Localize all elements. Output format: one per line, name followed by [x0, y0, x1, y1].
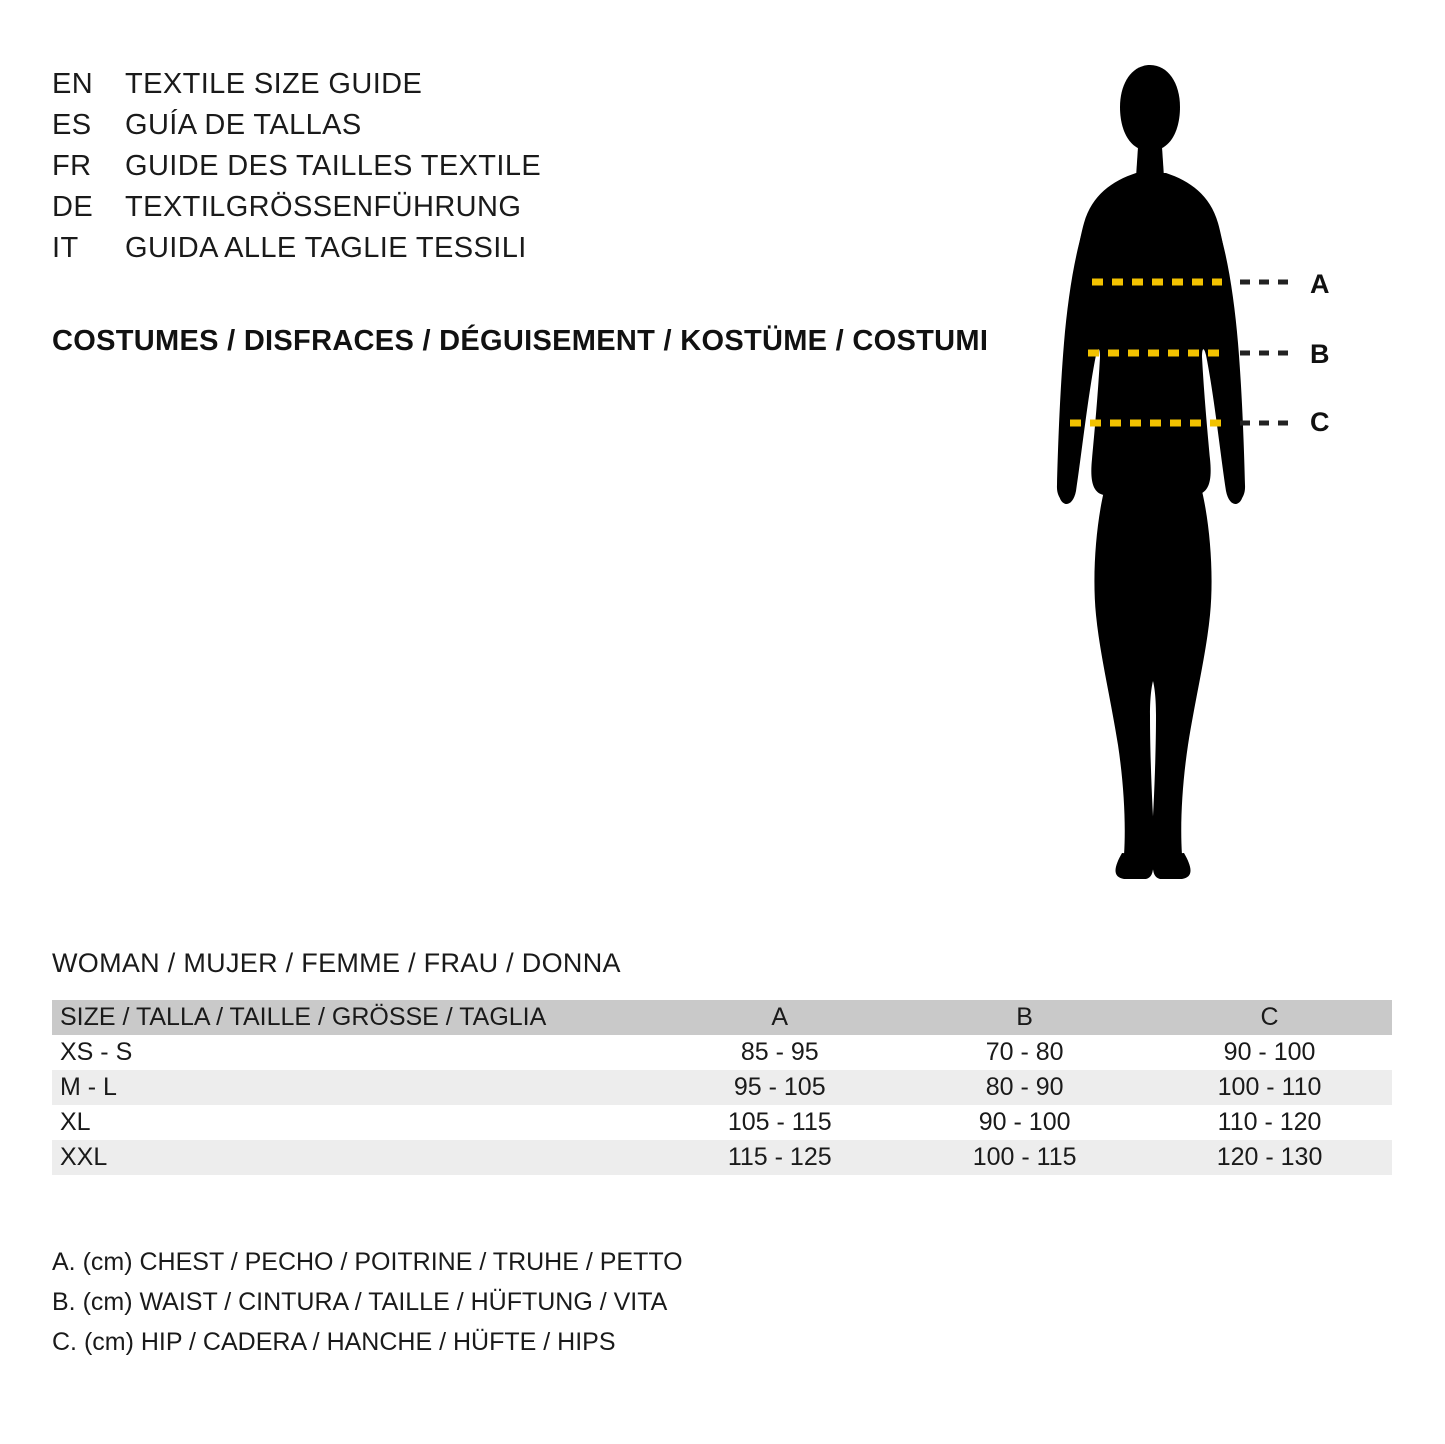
- language-code-it: IT: [52, 232, 79, 264]
- language-text-fr: GUIDE DES TAILLES TEXTILE: [125, 150, 542, 182]
- marker-label-c: C: [1310, 407, 1330, 437]
- language-code-es: ES: [52, 109, 92, 141]
- table-row: [52, 1070, 1392, 1105]
- cell-b: 80 - 90: [985, 1073, 1064, 1101]
- woman-silhouette-icon: [1000, 55, 1400, 895]
- cell-a: 95 - 105: [733, 1073, 826, 1101]
- table-header-c: C: [1260, 1003, 1279, 1031]
- table-title: WOMAN / MUJER / FEMME / FRAU / DONNA: [52, 948, 621, 978]
- category-title: COSTUMES / DISFRACES / DÉGUISEMENT / KOSTÜME / COSTUMI: [52, 325, 989, 357]
- legend-line-c: C. (cm) HIP / CADERA / HANCHE / HÜFTE / HIPS: [52, 1328, 616, 1356]
- language-code-de: DE: [52, 191, 94, 223]
- size-table: [52, 1000, 1392, 1175]
- language-text-es: GUÍA DE TALLAS: [125, 109, 362, 141]
- language-row-fr: [52, 150, 1012, 191]
- table-header-b: B: [1016, 1003, 1033, 1031]
- cell-c: 100 - 110: [1217, 1073, 1322, 1101]
- language-text-it: GUIDA ALLE TAGLIE TESSILI: [125, 232, 527, 264]
- cell-size: XL: [60, 1108, 91, 1136]
- language-list: [52, 68, 1012, 273]
- language-row-en: [52, 68, 1012, 109]
- cell-size: XS - S: [60, 1038, 133, 1066]
- cell-c: 90 - 100: [1223, 1038, 1316, 1066]
- language-code-fr: FR: [52, 150, 92, 182]
- table-row: [52, 1105, 1392, 1140]
- table-row: [52, 1035, 1392, 1070]
- language-text-de: TEXTILGRÖSSENFÜHRUNG: [125, 191, 522, 223]
- measurement-figure: [1000, 55, 1400, 895]
- table-row: [52, 1140, 1392, 1175]
- measurement-legend: [52, 1242, 683, 1362]
- table-header-row: [52, 1000, 1392, 1035]
- table-header-a: A: [771, 1003, 789, 1031]
- table-header-size: SIZE / TALLA / TAILLE / GRÖSSE / TAGLIA: [60, 1003, 547, 1031]
- cell-c: 110 - 120: [1217, 1108, 1322, 1136]
- language-code-en: EN: [52, 68, 94, 100]
- cell-size: XXL: [60, 1143, 108, 1171]
- legend-line-b: B. (cm) WAIST / CINTURA / TAILLE / HÜFTUNG / VITA: [52, 1288, 668, 1316]
- marker-label-b: B: [1310, 339, 1330, 369]
- cell-c: 120 - 130: [1216, 1143, 1323, 1171]
- legend-line-a: A. (cm) CHEST / PECHO / POITRINE / TRUHE / PETTO: [52, 1248, 683, 1276]
- cell-b: 70 - 80: [985, 1038, 1064, 1066]
- language-row-it: [52, 232, 1012, 273]
- cell-a: 85 - 95: [740, 1038, 819, 1066]
- marker-label-a: A: [1310, 269, 1330, 299]
- cell-a: 105 - 115: [727, 1108, 832, 1136]
- cell-b: 100 - 115: [972, 1143, 1077, 1171]
- cell-a: 115 - 125: [727, 1143, 832, 1171]
- cell-b: 90 - 100: [978, 1108, 1071, 1136]
- language-row-es: [52, 109, 1012, 150]
- language-text-en: TEXTILE SIZE GUIDE: [125, 68, 423, 100]
- language-row-de: [52, 191, 1012, 232]
- cell-size: M - L: [60, 1073, 117, 1101]
